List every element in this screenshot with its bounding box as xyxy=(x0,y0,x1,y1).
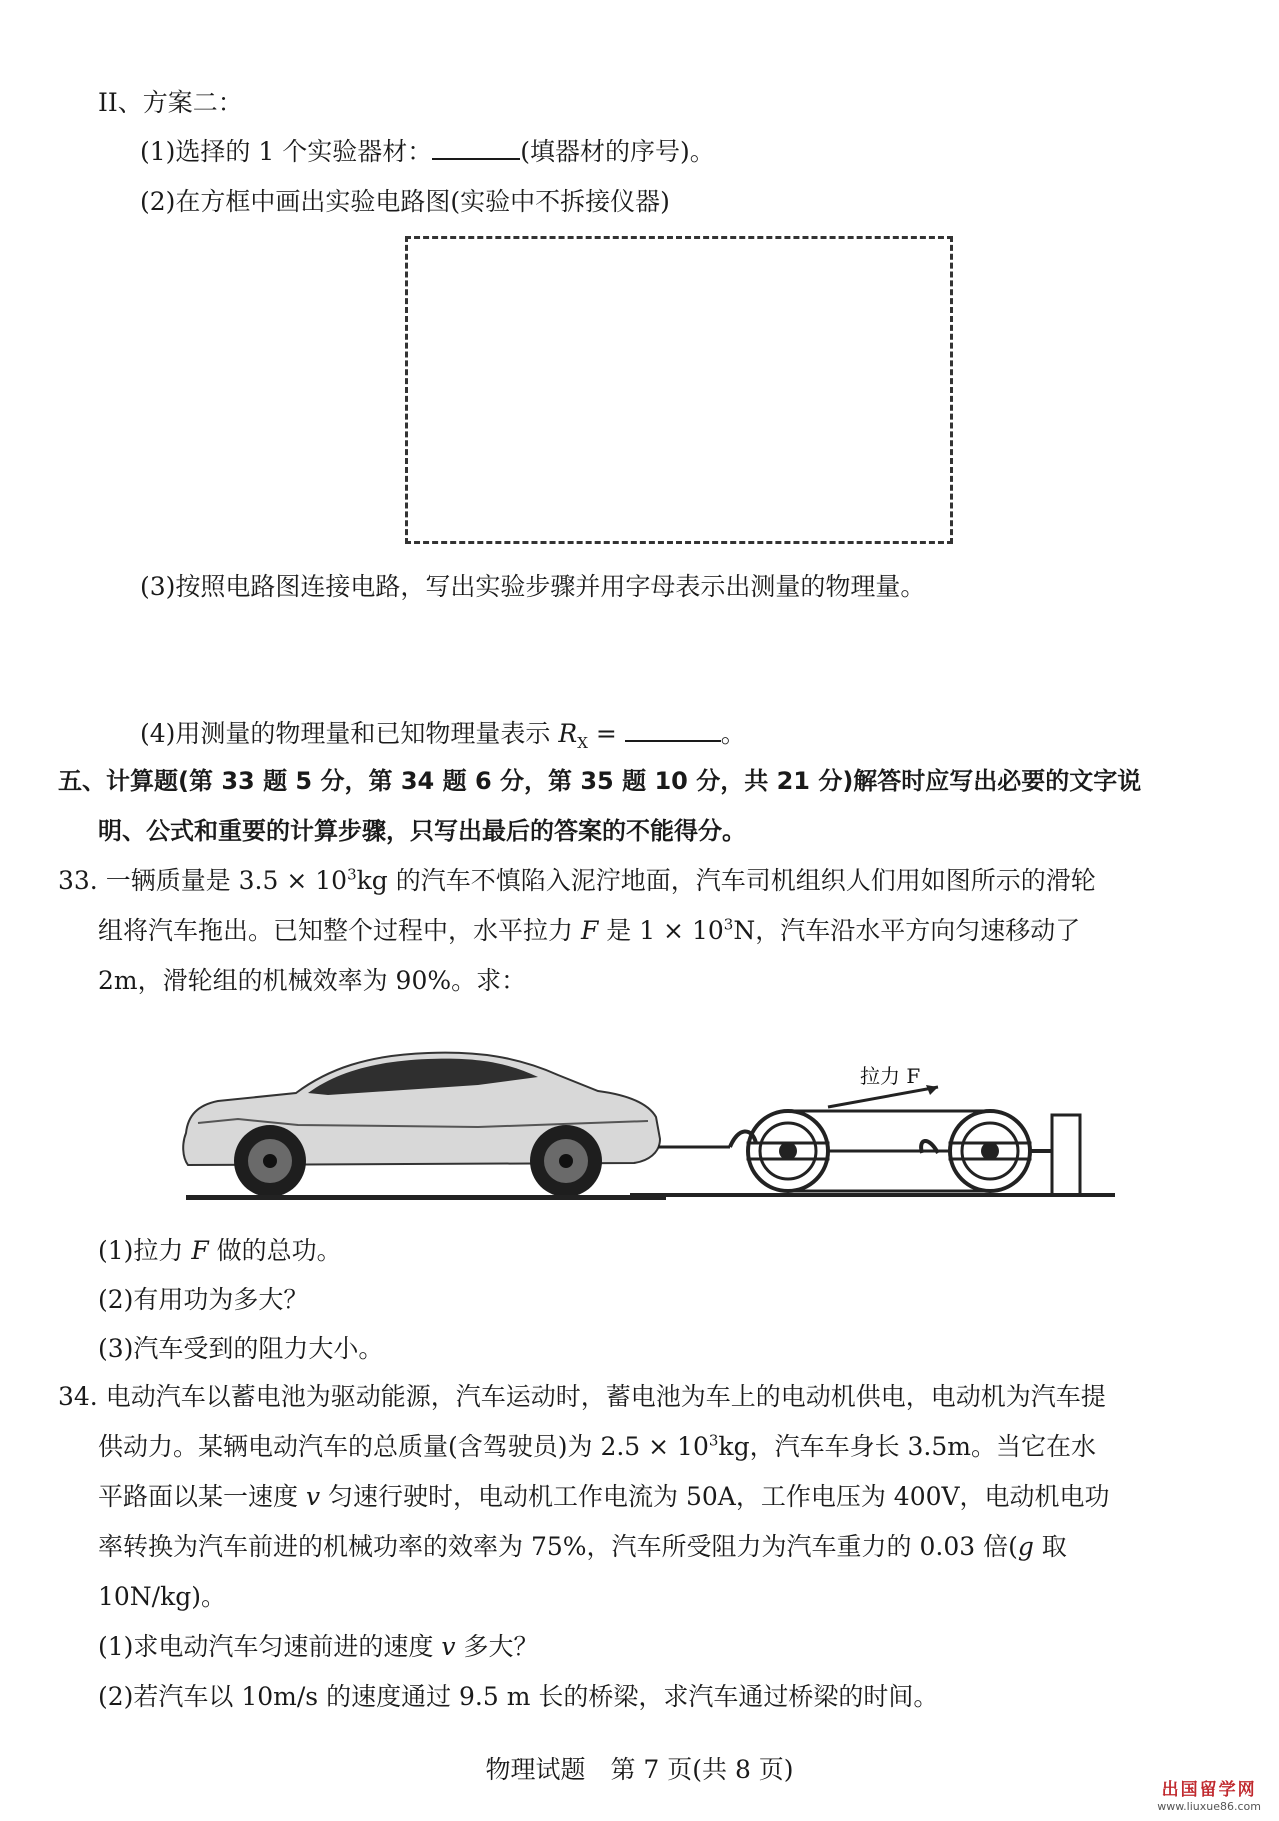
q33-exp: 3 xyxy=(347,865,357,884)
q34-s1-text: 多大？ xyxy=(455,1632,539,1661)
q33-sub2: (2)有用功为多大？ xyxy=(98,1285,309,1314)
q34-s1-var: v xyxy=(441,1632,456,1661)
q4-period: 。 xyxy=(720,719,746,748)
q34-text: 平路面以某一速度 xyxy=(98,1482,306,1511)
q4-var-r: R xyxy=(558,719,578,748)
q33-line2 xyxy=(98,914,1080,948)
site-watermark xyxy=(1157,1775,1261,1813)
q34-text: 匀速行驶时，电动机工作电流为 50A，工作电压为 400V，电动机电功 xyxy=(320,1482,1110,1511)
q1-text: (1)选择的 1 个实验器材： xyxy=(140,137,433,166)
scheme2-q2: (2)在方框中画出实验电路图(实验中不拆接仪器) xyxy=(140,187,670,216)
watermark-url: www.liuxue86.com xyxy=(1157,1800,1261,1813)
q33-text: 33. 一辆质量是 3.5 × 10 xyxy=(58,866,348,895)
scheme2-q1 xyxy=(140,135,715,169)
page-footer: 物理试题 第 7 页(共 8 页) xyxy=(485,1755,794,1784)
force-arrow xyxy=(828,1087,938,1107)
movable-pulley xyxy=(730,1111,828,1191)
section5-header-line1: 五、计算题(第 33 题 5 分，第 34 题 6 分，第 35 题 10 分，共 21 分)解答时应写出必要的文字说 xyxy=(58,767,1142,795)
q33-line3: 2m，滑轮组的机械效率为 90%。求： xyxy=(98,966,527,995)
q34-text: 供动力。某辆电动汽车的总质量(含驾驶员)为 2.5 × 10 xyxy=(98,1432,709,1461)
q33-s1-text: 做的总功。 xyxy=(208,1236,342,1265)
q34-text: 取 xyxy=(1033,1532,1067,1561)
q33-s1-text: (1)拉力 xyxy=(98,1236,192,1265)
watermark-name: 出国留学网 xyxy=(1161,1780,1257,1800)
q1-answer-blank[interactable] xyxy=(432,136,520,160)
q34-line4 xyxy=(98,1530,1067,1564)
q34-sub2: (2)若汽车以 10m/s 的速度通过 9.5 m 长的桥梁，求汽车通过桥梁的时间。 xyxy=(98,1682,939,1711)
q34-sub1 xyxy=(98,1630,538,1664)
q34-s1-text: (1)求电动汽车匀速前进的速度 xyxy=(98,1632,442,1661)
q34-line5: 10N/kg)。 xyxy=(98,1582,227,1611)
q33-exp: 3 xyxy=(723,915,734,934)
q33-text: 是 1 × 10 xyxy=(598,916,724,945)
q34-text: kg，汽车车身长 3.5m。当它在水 xyxy=(718,1432,1096,1461)
q4-text: (4)用测量的物理量和已知物理量表示 xyxy=(140,719,559,748)
section5-header-line2: 明、公式和重要的计算步骤，只写出最后的答案的不能得分。 xyxy=(98,817,746,845)
q34-line3 xyxy=(98,1480,1110,1514)
q4-equals: = xyxy=(587,719,625,748)
scheme2-title: II、方案二： xyxy=(98,88,243,117)
q34-line2 xyxy=(98,1430,1096,1464)
q33-sub1 xyxy=(98,1234,342,1268)
scheme2-q3: (3)按照电路图连接电路，写出实验步骤并用字母表示出测量的物理量。 xyxy=(140,572,926,601)
q34-var-v: v xyxy=(305,1482,321,1511)
q33-s1-var: F xyxy=(191,1236,209,1265)
q33-line1 xyxy=(58,864,1096,898)
circuit-diagram-box[interactable] xyxy=(405,236,953,544)
car-image xyxy=(183,1053,666,1200)
wall-post xyxy=(1052,1115,1080,1195)
q33-var-f: F xyxy=(580,916,599,945)
q33-sub3: (3)汽车受到的阻力大小。 xyxy=(98,1334,384,1363)
scheme2-q4 xyxy=(140,717,746,751)
q34-exp: 3 xyxy=(708,1431,719,1450)
q33-text: kg 的汽车不慎陷入泥泞地面，汽车司机组织人们用如图所示的滑轮 xyxy=(356,866,1096,895)
q4-sub-x: X xyxy=(577,734,588,752)
q33-text: N，汽车沿水平方向匀速移动了 xyxy=(733,916,1081,945)
q4-answer-blank[interactable] xyxy=(625,718,721,742)
force-label: 拉力 F xyxy=(860,1064,921,1088)
q33-text: 组将汽车拖出。已知整个过程中，水平拉力 xyxy=(98,916,581,945)
car-pulley-figure xyxy=(178,1035,1118,1205)
q1-text-tail: (填器材的序号)。 xyxy=(520,137,715,166)
q34-var-g: g xyxy=(1017,1532,1034,1561)
q34-line1: 34. 电动汽车以蓄电池为驱动能源，汽车运动时，蓄电池为车上的电动机供电，电动机为汽车提 xyxy=(58,1382,1106,1411)
ground-line xyxy=(630,1193,1115,1197)
q34-text: 率转换为汽车前进的机械功率的效率为 75%，汽车所受阻力为汽车重力的 0.03 倍( xyxy=(98,1532,1018,1561)
